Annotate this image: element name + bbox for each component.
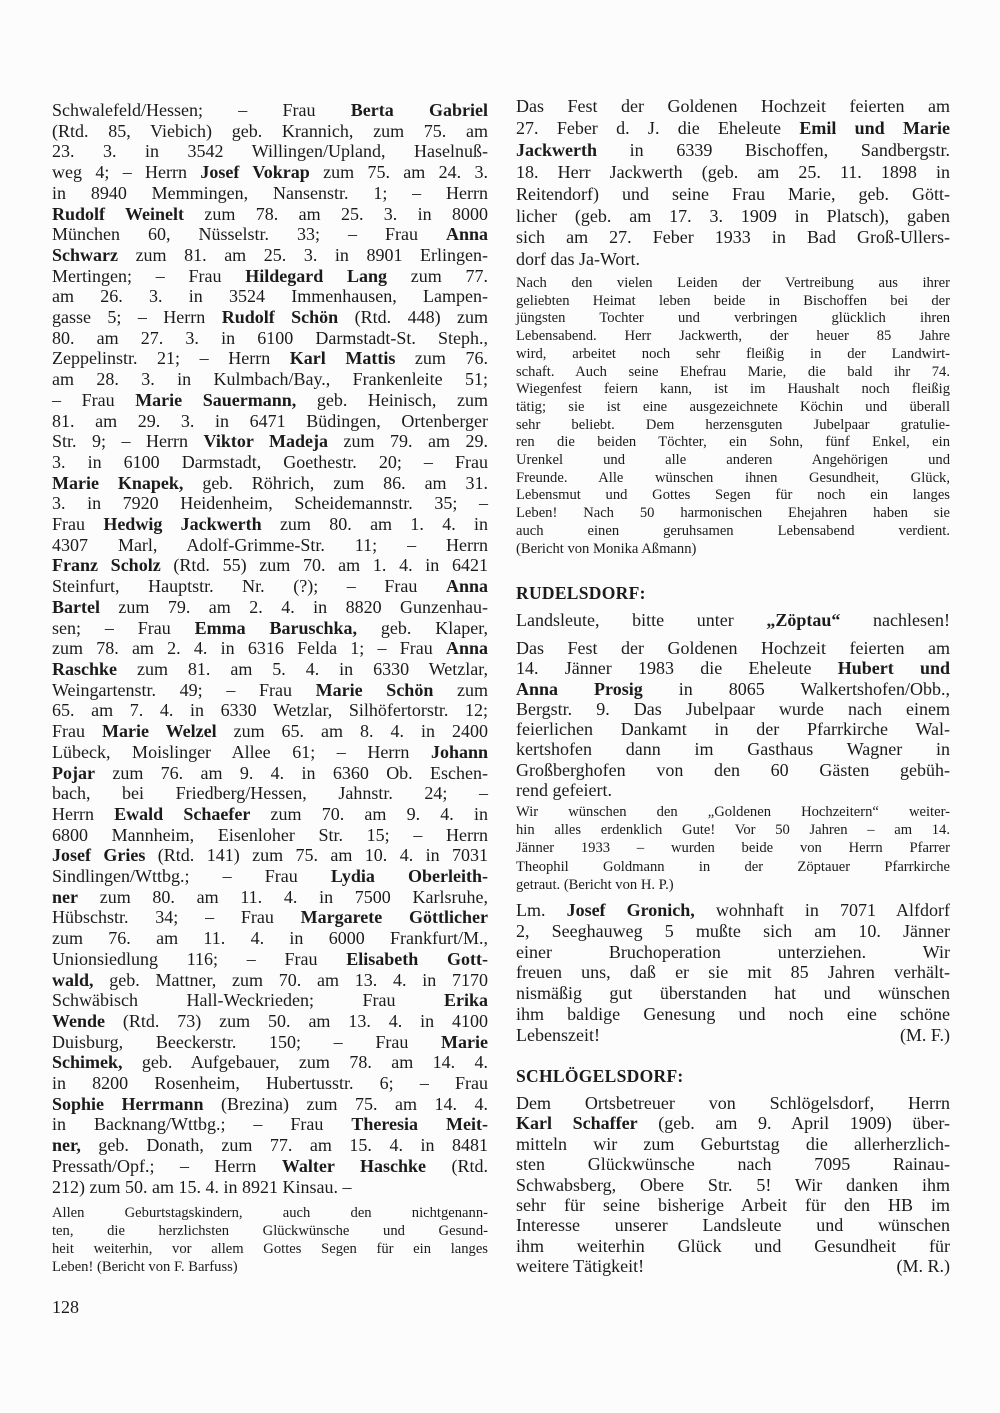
text-line (516, 523, 950, 541)
bold-name: Berta Gabriel (350, 100, 488, 120)
text-line (516, 118, 950, 140)
jackwerth-anniversary-paragraph (516, 96, 950, 271)
text-line (52, 804, 488, 825)
text-run: zum 79. am 29. (328, 431, 489, 452)
text-run: kertshofen dann im Gasthaus Wagner in (516, 739, 950, 760)
text-run: 80. am 27. 3. in 6100 Darmstadt-St. Steph., (52, 327, 488, 348)
text-line (52, 742, 488, 763)
text-run: Frau (52, 514, 104, 535)
text-run: Interesse unserer Landsleute und wünschen (516, 1215, 950, 1236)
text-run: in 8200 Rosenheim, Hubertusstr. 6; – Frau (52, 1073, 488, 1094)
text-line (52, 1032, 488, 1053)
text-line (52, 907, 488, 928)
text-line (52, 266, 488, 287)
text-run: Unionsiedlung 116; – Frau (52, 948, 347, 969)
text-run: Urenkel und alle anderen Angehörigen und (516, 452, 950, 469)
text-run: Das Fest der Goldenen Hochzeit feierten am (516, 638, 950, 658)
text-run: jüngsten Tochter und verbringen glücklich ihren (516, 310, 950, 327)
bold-name: Walter Haschke (281, 1155, 427, 1176)
text-run: Leben! Nach 50 harmonischen Ehejahren haben sie (516, 505, 950, 522)
text-line (516, 921, 950, 942)
text-run: Frau (52, 721, 102, 742)
bold-name: Karl Schaffer (516, 1113, 638, 1134)
bold-name: Marie Schön (315, 679, 434, 700)
text-line (516, 1004, 950, 1025)
bold-name: Marie Welzel (101, 721, 217, 742)
text-run: sen; – Frau (52, 617, 195, 638)
text-run: Steinfurt, Hauptstr. Nr. (?); – Frau (52, 576, 446, 597)
text-run: dorf das Ja-Wort. (516, 249, 641, 270)
text-run: Lübeck, Moislinger Allee 61; – Herrn (52, 741, 431, 762)
text-line (516, 760, 950, 780)
bold-name: Hildegard Lang (245, 265, 387, 286)
text-line (516, 658, 950, 678)
text-run: 2, Seeghauweg 5 mußte sich am 10. Jänner (516, 920, 950, 941)
text-line (52, 493, 488, 514)
text-run: zum 81. am 25. 3. in 8901 Erlingen- (118, 244, 488, 265)
prosig-anniversary-paragraph (516, 638, 950, 800)
text-line (52, 1094, 488, 1115)
text-run: bach, bei Friedberg/Hessen, Jahnstr. 24; – (52, 783, 488, 804)
bold-name: Karl Mattis (289, 348, 396, 369)
birthday-list-paragraph (52, 100, 488, 1197)
bold-name: Erika (443, 990, 488, 1011)
text-run: zum 77. (387, 265, 488, 286)
bold-name: Franz Scholz (52, 555, 161, 576)
text-line (52, 1052, 488, 1073)
text-line (52, 825, 488, 846)
bold-name: Emil und Marie (799, 117, 950, 138)
text-line (516, 962, 950, 983)
text-run: sten Glückwünsche nach 7095 Rainau- (516, 1154, 950, 1175)
text-run: hin alles erdenklich Gute! Vor 50 Jahren – am 14. (516, 822, 950, 839)
text-line (516, 803, 950, 821)
bold-name: Rudolf Schön (221, 307, 339, 328)
text-run: (Rtd. 141) zum 75. am 10. 4. in 7031 (145, 845, 488, 866)
prosig-report-paragraph (516, 803, 950, 894)
text-line (52, 411, 488, 432)
text-line (516, 1113, 950, 1133)
text-run: schaft. Auch seine Ehefrau Marie, die bald ihr 74. (516, 363, 950, 380)
text-run: in 8940 Memmingen, Nansenstr. 1; – Herrn (52, 182, 488, 203)
text-run: sehr für seine bisherige Arbeit für den HB im (516, 1195, 950, 1216)
text-line (52, 700, 488, 721)
text-run: (Rtd. 73) zum 50. am 13. 4. in 4100 (105, 1010, 488, 1031)
text-line (52, 183, 488, 204)
text-line (52, 555, 488, 576)
text-run: (Rtd. 85, Viebich) geb. Krannich, zum 75. am (52, 120, 488, 141)
text-run: geb. Röhrich, zum 86. am 31. (183, 472, 488, 493)
text-run: 23. 3. in 3542 Willingen/Upland, Haselnuß- (52, 141, 488, 162)
text-run: Wir wünschen den „Goldenen Hochzeitern“ weiter- (516, 804, 950, 820)
bold-name: Elisabeth Gott- (346, 948, 488, 969)
text-run: zum 80. am 11. 4. in 7500 Karlsruhe, (78, 886, 488, 907)
bold-name: Margarete Göttlicher (300, 907, 488, 928)
text-run: gasse 5; – Herrn (52, 307, 222, 328)
text-run: Str. 9; – Herrn (52, 431, 204, 452)
bold-name: Anna Prosig (516, 678, 643, 699)
text-line (516, 699, 950, 719)
text-line (516, 1154, 950, 1174)
text-line (516, 227, 950, 249)
text-run: ihm baldige Genesung und noch eine schöne (516, 1003, 950, 1024)
text-run: geb. Klaper, (357, 617, 488, 638)
text-run: Lm. (516, 900, 567, 920)
bold-name: Rudolf Weinelt (52, 203, 185, 224)
text-line (52, 348, 488, 369)
bold-name: Lydia Oberleith- (330, 866, 488, 887)
text-run: 6800 Mannheim, Eisenloher Str. 15; – Herrn (52, 824, 488, 845)
text-run: 18. Herr Jackwerth (geb. am 25. 11. 1898 in (516, 161, 950, 182)
text-run: Schwabsberg, Obere Str. 5! Wir danken ihm (516, 1174, 950, 1195)
text-line (52, 763, 488, 784)
bold-name: Anna (445, 638, 488, 659)
text-run: (geb. am 9. April 1909) über- (637, 1113, 950, 1134)
text-line (516, 310, 950, 328)
text-line (516, 821, 950, 839)
text-line (516, 328, 950, 346)
text-line (52, 121, 488, 142)
text-run: Nach den vielen Leiden der Vertreibung aus ihrer (516, 275, 950, 291)
text-run: freuen uns, daß er sie mit 85 Jahren verhält- (516, 962, 950, 983)
text-run: Leben! (Bericht von F. Barfuss) (52, 1259, 238, 1275)
text-run: München 60, Nüsselstr. 33; – Frau (52, 224, 446, 245)
text-line (52, 845, 488, 866)
text-run: 4307 Marl, Adolf-Grimme-Str. 11; – Herrn (52, 534, 488, 555)
text-line (516, 293, 950, 311)
bold-name: Jackwerth (516, 139, 597, 160)
bold-name: Theresia Meit- (351, 1114, 488, 1135)
text-line (52, 638, 488, 659)
text-line (516, 249, 950, 271)
text-run: mitteln wir zum Geburtstag die allerherzlich- (516, 1133, 950, 1154)
text-line (516, 140, 950, 162)
text-run: zum 80. am 1. 4. in (261, 514, 489, 535)
text-line (516, 1093, 950, 1113)
bold-name: Raschke (52, 658, 118, 679)
text-line (52, 970, 488, 991)
text-run: Lebenszeit! (516, 1024, 600, 1045)
text-line (52, 1177, 488, 1198)
text-run: in Backnang/Wttbg.; – Frau (52, 1114, 352, 1135)
text-run: geliebten Heimat leben beide in Bischoffen bei der (516, 292, 950, 309)
text-line (52, 328, 488, 349)
text-run: ten, die herzlichsten Glückwünsche und Gesund- (52, 1223, 488, 1239)
text-line (516, 858, 950, 876)
text-line (516, 780, 950, 800)
text-line (52, 224, 488, 245)
text-run: ren die beiden Töchter, ein Sohn, fünf Enkel, ein (516, 434, 950, 451)
text-run: Lebensmut und Gottes Segen für noch ein langes (516, 487, 950, 504)
text-run: Bergstr. 9. Das Jubelpaar wurde nach einem (516, 698, 950, 719)
text-line (52, 1204, 488, 1222)
text-line (52, 473, 488, 494)
text-line (52, 1222, 488, 1240)
text-run: 27. Feber d. J. die Eheleute (516, 117, 800, 138)
text-line (52, 431, 488, 452)
text-run: in 6339 Bischoffen, Sandbergstr. (596, 139, 950, 160)
author-signature: (M. R.) (896, 1256, 950, 1277)
text-line (516, 876, 950, 894)
text-line (516, 1236, 950, 1256)
text-run: feierlichen Dankamt in der Pfarrkirche Wal- (516, 719, 950, 740)
text-line (516, 900, 950, 921)
text-line (52, 1011, 488, 1032)
text-line (516, 1134, 950, 1154)
text-run: weg 4; – Herrn (52, 162, 201, 183)
text-run: Weingartenstr. 49; – Frau (52, 679, 316, 700)
text-run: zum 79. am 2. 4. in 8820 Gunzenhau- (99, 596, 488, 617)
text-run: in 8065 Walkertshofen/Obb., (642, 678, 950, 699)
text-line (52, 866, 488, 887)
text-line (52, 245, 488, 266)
text-run: licher (geb. am 17. 3. 1909 in Platsch), gaben (516, 205, 950, 226)
text-line (516, 184, 950, 206)
text-line (516, 452, 950, 470)
text-run: zum 76. am 11. 4. in 6000 Frankfurt/M., (52, 928, 488, 949)
text-run: zum 78. am 2. 4. in 6316 Felda 1; – Frau (52, 638, 446, 659)
bold-name: Ewald Schaefer (114, 803, 251, 824)
text-run: rend gefeiert. (516, 780, 612, 801)
text-run: am 26. 3. in 3524 Immenhausen, Lampen- (52, 286, 488, 307)
text-run: einer Bruchoperation unterziehen. Wir (516, 941, 950, 962)
text-line (52, 390, 488, 411)
text-run: zum 70. am 9. 4. in (250, 803, 488, 824)
text-run: zum 81. am 5. 4. in 6330 Wetzlar, (117, 658, 488, 679)
bold-name: Marie Sauermann, (135, 389, 297, 410)
text-run: weitere Tätigkeit! (516, 1256, 645, 1277)
bold-name: Emma Baruschka, (194, 617, 357, 638)
bold-name: wald, (52, 969, 94, 990)
text-line (52, 928, 488, 949)
bold-name: Pojar (52, 762, 95, 783)
text-run: geb. Donath, zum 77. am 15. 4. in 8481 (80, 1135, 488, 1156)
text-run: Landsleute, bitte unter (516, 610, 767, 630)
text-run: Duisburg, Beeckerstr. 150; – Frau (52, 1031, 442, 1052)
text-run: Großberghofen von den 60 Gästen gebüh- (516, 759, 950, 780)
text-line (52, 783, 488, 804)
text-line (516, 679, 950, 699)
text-run: Herrn (52, 803, 115, 824)
text-line (52, 597, 488, 618)
text-line (516, 719, 950, 739)
text-run: 14. Jänner 1983 die Eheleute (516, 658, 838, 679)
gronich-paragraph (516, 900, 950, 1046)
text-run: geb. Mattner, zum 70. am 13. 4. in 7170 (93, 969, 488, 990)
text-run: tätig; sie ist eine ausgezeichnete Köchin und überall (516, 398, 950, 415)
text-run: Mertingen; – Frau (52, 265, 246, 286)
bold-name: Josef Gries (52, 845, 146, 866)
text-run: Zeppelinstr. 21; – Herrn (52, 348, 290, 369)
bold-name: Anna (445, 224, 488, 245)
text-line (52, 514, 488, 535)
text-run: Pressath/Opf.; – Herrn (52, 1155, 282, 1176)
text-line (52, 1114, 488, 1135)
text-run: zum 76. am 9. 4. in 6360 Ob. Eschen- (94, 762, 488, 783)
text-run: 3. in 7920 Heidenheim, Scheidemannstr. 35; – (52, 493, 488, 514)
bold-name: Schwarz (52, 244, 118, 265)
birthday-closing-paragraph (52, 1204, 488, 1276)
text-line (52, 1258, 488, 1276)
text-run: 81. am 29. 3. in 6471 Büdingen, Ortenberger (52, 410, 488, 431)
text-line (52, 369, 488, 390)
text-run: zum 75. am 24. 3. (309, 162, 488, 183)
text-run: Sindlingen/Wttbg.; – Frau (52, 866, 331, 887)
text-line (52, 100, 488, 121)
text-run: 65. am 7. 4. in 6330 Wetzlar, Silhöfertorstr. 12; (52, 700, 488, 721)
text-line (52, 721, 488, 742)
text-line (516, 381, 950, 399)
text-line (516, 839, 950, 857)
text-run: Dem Ortsbetreuer von Schlögelsdorf, Herrn (516, 1093, 950, 1113)
rudelsdorf-note (516, 609, 950, 631)
bold-name: Viktor Madeja (203, 431, 329, 452)
bold-name: „Zöptau“ (766, 610, 841, 630)
author-signature: (M. F.) (899, 1024, 950, 1045)
text-line (516, 1215, 950, 1235)
text-run: (Bericht von Monika Aßmann) (516, 540, 697, 557)
text-run: heit weiterhin, vor allem Gottes Segen für ein langes (52, 1241, 488, 1257)
text-run: 212) zum 50. am 15. 4. in 8921 Kinsau. – (52, 1176, 352, 1197)
bold-name: Schimek, (52, 1052, 123, 1073)
text-line (516, 1025, 950, 1046)
text-line (516, 609, 950, 631)
text-line (516, 346, 950, 364)
text-run: zum 65. am 8. 4. in 2400 (216, 721, 488, 742)
bold-name: ner (52, 886, 78, 907)
section-heading-schloegelsdorf: SCHLÖGELSDORF: (516, 1066, 684, 1086)
text-line (52, 141, 488, 162)
text-line (516, 505, 950, 523)
text-run: Theophil Goldmann in der Zöptauer Pfarrkirche (516, 858, 950, 875)
text-run: Das Fest der Goldenen Hochzeit feierten am (516, 96, 950, 116)
text-line (52, 452, 488, 473)
bold-name: Sophie Herrmann (52, 1093, 204, 1114)
bold-name: Bartel (52, 596, 100, 617)
text-run: (Rtd. (426, 1155, 488, 1176)
text-line (516, 541, 950, 559)
text-line (52, 949, 488, 970)
text-line (516, 470, 950, 488)
text-run: nachlesen! (840, 610, 950, 630)
bold-name: Hedwig Jackwerth (103, 514, 262, 535)
text-run: sich am 27. Feber 1933 in Bad Groß-Ullers- (516, 227, 950, 248)
text-run: geb. Aufgebauer, zum 78. am 14. 4. (122, 1052, 488, 1073)
text-line (52, 204, 488, 225)
text-run: (Brezina) zum 75. am 14. 4. (203, 1093, 488, 1114)
text-run: Hübschstr. 34; – Frau (52, 907, 301, 928)
text-run: Allen Geburtstagskindern, auch den nichtgenann- (52, 1205, 488, 1221)
text-line (52, 887, 488, 908)
text-line (52, 162, 488, 183)
text-run: (Rtd. 55) zum 70. am 1. 4. in 6421 (160, 555, 488, 576)
text-line (516, 417, 950, 435)
text-run: getraut. (Bericht von H. P.) (516, 876, 674, 893)
text-run: – Frau (52, 389, 136, 410)
text-line (516, 364, 950, 382)
text-run: 3. in 6100 Darmstadt, Goethestr. 20; – Frau (52, 451, 488, 472)
text-line (52, 1156, 488, 1177)
text-run: am 28. 3. in Kulmbach/Bay., Frankenleite 51; (52, 369, 488, 390)
text-line (516, 434, 950, 452)
text-line (516, 1195, 950, 1215)
text-line (52, 680, 488, 701)
section-heading-rudelsdorf: RUDELSDORF: (516, 583, 646, 603)
bold-name: Josef Vokrap (200, 162, 310, 183)
text-line (516, 96, 950, 118)
jackwerth-report-paragraph (516, 275, 950, 558)
text-run: ihm weiterhin Glück und Gesundheit für (516, 1235, 950, 1256)
text-line (52, 1073, 488, 1094)
text-line (516, 275, 950, 293)
text-line (516, 739, 950, 759)
text-run: wohnhaft in 7071 Alfdorf (694, 900, 950, 920)
text-run: nismäßig gut überstanden hat und wünschen (516, 983, 950, 1004)
text-run: Freunde. Alle wünschen ihnen Gesundheit, Glück, (516, 469, 950, 486)
text-run: (Rtd. 448) zum (338, 307, 488, 328)
bold-name: Josef Gronich, (566, 900, 695, 920)
text-line (52, 618, 488, 639)
text-line (52, 307, 488, 328)
text-line (516, 206, 950, 228)
text-run: wird, arbeitet noch sehr fleißig in der Landwirt- (516, 345, 950, 362)
text-line (52, 286, 488, 307)
text-line (52, 659, 488, 680)
text-run: auch einen geruhsamen Lebensabend verdient. (516, 522, 950, 539)
text-line (516, 1175, 950, 1195)
text-run: zum 78. am 25. 3. in 8000 (184, 203, 489, 224)
text-run: Jänner 1933 – wurden beide von Herrn Pfarrer (516, 840, 950, 857)
bold-name: Hubert und (837, 658, 951, 679)
text-line (52, 990, 488, 1011)
text-run: zum 76. (395, 348, 488, 369)
text-line (516, 983, 950, 1004)
bold-name: Anna (445, 576, 488, 597)
bold-name: Marie (441, 1031, 488, 1052)
text-line (516, 638, 950, 658)
text-run: sehr beliebt. Dem herzensguten Jubelpaar gratulie- (516, 416, 950, 433)
text-line (52, 1135, 488, 1156)
text-line (516, 487, 950, 505)
text-run: Wiegenfest feiern kann, ist im Haushalt noch fleißig (516, 381, 950, 398)
text-run: Reitendorf) und seine Frau Marie, geb. Gött- (516, 183, 950, 204)
text-line (52, 535, 488, 556)
text-line (516, 1256, 950, 1276)
text-line (516, 162, 950, 184)
text-line (52, 1240, 488, 1258)
page-number: 128 (52, 1297, 79, 1317)
bold-name: Johann (430, 741, 488, 762)
text-run: Lebensabend. Herr Jackwerth, der heuer 85 Jahre (516, 328, 950, 345)
text-run: geb. Heinisch, zum (296, 389, 489, 410)
text-line (52, 576, 488, 597)
text-run: Schwalefeld/Hessen; – Frau (52, 100, 351, 120)
text-line (516, 399, 950, 417)
schaffer-paragraph (516, 1093, 950, 1277)
bold-name: Marie Knapek, (52, 472, 184, 493)
text-line (516, 942, 950, 963)
bold-name: Wende (52, 1010, 106, 1031)
bold-name: ner, (52, 1135, 81, 1156)
text-run: zum (433, 679, 488, 700)
text-run: Schwäbisch Hall-Weckrieden; Frau (52, 990, 444, 1011)
